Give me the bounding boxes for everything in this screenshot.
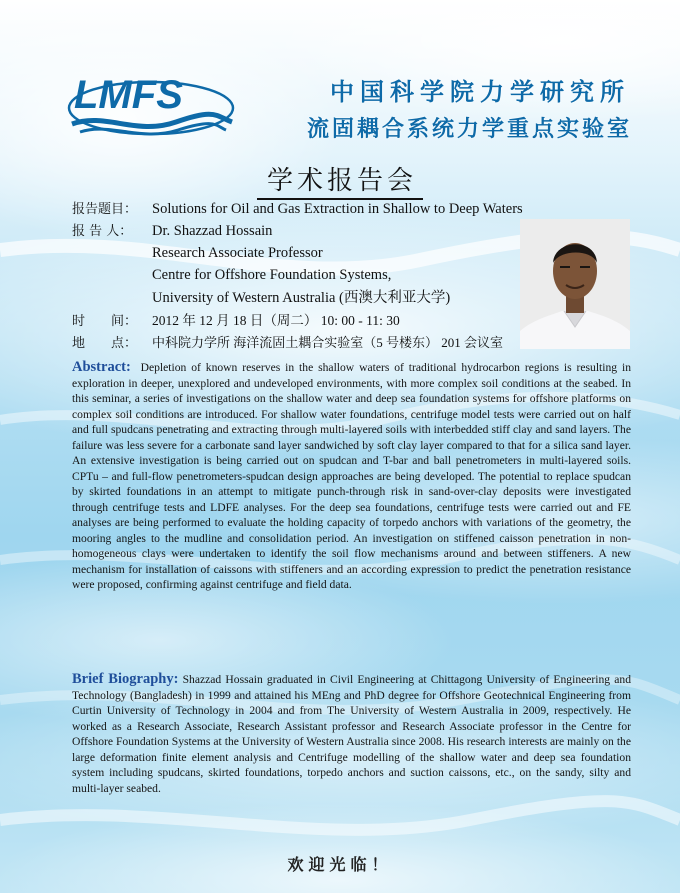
biography-heading: Brief Biography: — [72, 671, 179, 687]
topic-value: Solutions for Oil and Gas Extraction in Shallow to Deep Waters — [152, 201, 523, 217]
time-value: 2012 年 12 月 18 日（周二） 10: 00 - 11: 30 — [152, 313, 400, 328]
lmfs-logo — [66, 64, 236, 144]
page-title — [0, 160, 680, 197]
place-label: 地 点： — [72, 336, 138, 351]
speaker-university: University of Western Australia (西澳大利亚大学) — [152, 290, 451, 306]
speaker-title: Research Associate Professor — [152, 245, 323, 261]
biography-paragraph — [72, 672, 631, 796]
speaker-centre: Centre for Offshore Foundation Systems, — [152, 267, 392, 283]
place-value: 中科院力学所 海洋流固土耦合实验室（5 号楼东） 201 会议室 — [152, 335, 504, 350]
biography-text: Shazzad Hossain graduated in Civil Engineering at Chittagong University of Engineering and Technology (Bangladesh) in 1999 and attained his MEng and PhD degree for Offshore Geotechnical Engineering from Curtin University of Technology in 2004 and from The University of Western Australia in 2009, respectively. He worked as a Research Associate, Research Assistant professor and Research Associate professor in the Centre for Offshore Foundation Systems at the University of Western Australia since 2008. His research interests are mainly on the large deformation finite element analysis and Centrifuge modelling of the shallow water and deep sea foundation system including spudcans, skirted foundations, torpedo anchors and suction caissons, etc., on the sandy, silty and multi-layer seabed. — [72, 673, 632, 795]
logo-text: LMFS — [74, 73, 183, 117]
abstract-text: Depletion of known reserves in the shallow waters of traditional hydrocarbon regions is resulting in exploration in deeper, unexplored and undeveloped environments, with more complex soil conditions at the seabed. In this seminar, a series of investigations on the shallow water and deep sea foundation systems for offshore platforms on complex soil conditions are introduced. For shallow water foundations, centrifuge model tests were carried out on half and full spudcans penetrating and extracting through multi-layered soils with interbedded stiff clay and sand layers. The failure was less severe for a carbonate sand layer sandwiched by soft clay layer compared to that for a silica sand layer. An extensive investigation is being carried out on spudcan and T-bar and ball penetrometers in multi-layered soils. CPTu – and full-flow penetrometers-spudcan design approaches are being developed. The potential to replace spudcan by skirted foundations in an attempt to mitigate punch-through risk in sand-over-clay deposits were investigated through centrifuge tests and LDFE analyses. For the deep sea foundations, centrifuge tests were carried out and FE analyses are being performed to evaluate the holding capacity of torpedo anchors with variations of the geometry, the mooring angles to the mudline and consolidation period. An investigation on stiffened caisson penetration in non-homogeneous clays were undertaken to identify the soil flow mechanisms around and between stiffeners. A new mechanism for installation of caissons with stiffeners and an according expression to predict the penetration resistance were proposed, confirming against centrifuge and field data. — [72, 361, 632, 591]
topic-row — [72, 199, 523, 220]
topic-label: 报告题目： — [72, 202, 138, 217]
welcome-text: 欢迎光临！ — [287, 855, 393, 874]
speaker-name: Dr. Shazzad Hossain — [152, 223, 273, 239]
time-row — [72, 311, 400, 332]
page-title-text: 学术报告会 — [257, 166, 423, 200]
laboratory-name: 流固耦合系统力学重点实验室 — [306, 116, 632, 142]
abstract-heading: Abstract: — [72, 359, 131, 375]
time-label: 时 间： — [72, 314, 138, 329]
place-row — [72, 333, 503, 354]
speaker-photo — [520, 219, 630, 349]
speaker-label: 报 告 人： — [72, 224, 133, 239]
institute-name: 中国科学院力学研究所 — [330, 77, 630, 106]
abstract-paragraph — [72, 360, 631, 593]
speaker-row — [72, 221, 272, 242]
